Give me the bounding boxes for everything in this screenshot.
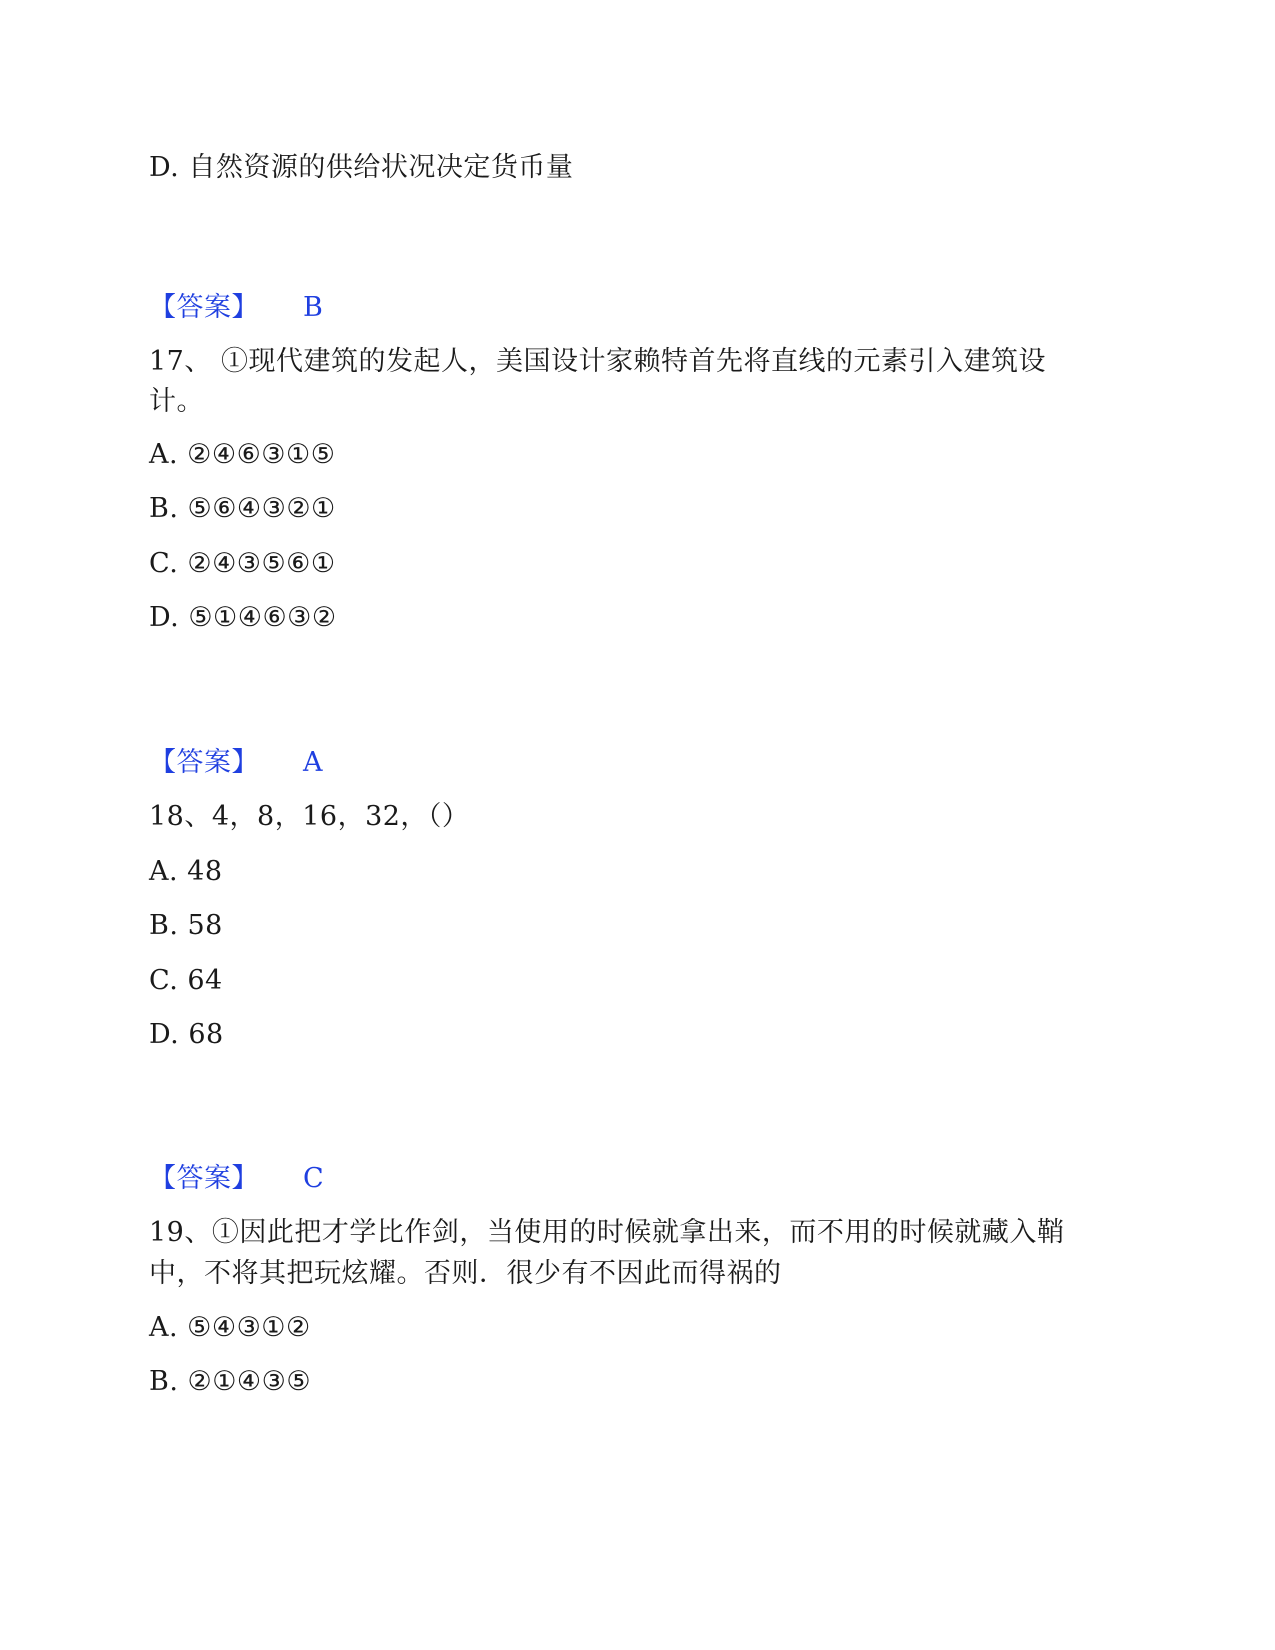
q17-question-line2: 计。	[149, 386, 204, 417]
answer-label: 【答案】	[149, 292, 259, 323]
q17-question-line1: 17、 ①现代建筑的发起人，美国设计家赖特首先将直线的元素引入建筑设	[149, 346, 1046, 377]
q17-option-b: B. ⑤⑥④③②①	[149, 493, 336, 524]
answer-value: B	[303, 292, 324, 323]
q19-option-a: A. ⑤④③①②	[149, 1312, 311, 1343]
q19-question-line1: 19、①因此把才学比作剑，当使用的时候就拿出来，而不用的时候就藏入鞘	[149, 1217, 1065, 1248]
q19-question-line2: 中，不将其把玩炫耀。否则．很少有不因此而得祸的	[149, 1258, 782, 1289]
answer-value: C	[303, 1163, 325, 1194]
q18-option-a: A. 48	[149, 856, 223, 887]
q17-option-d: D. ⑤①④⑥③②	[149, 602, 337, 633]
q18-option-c: C. 64	[149, 965, 223, 996]
answer-label: 【答案】	[149, 1163, 259, 1194]
q18-answer	[149, 1161, 324, 1197]
q17-option-c: C. ②④③⑤⑥①	[149, 548, 336, 579]
answer-label: 【答案】	[149, 747, 259, 778]
q16-option-d: D. 自然资源的供给状况决定货币量	[149, 152, 574, 183]
q18-question: 18、4，8，16，32，（）	[149, 801, 470, 832]
answer-value: A	[303, 747, 323, 778]
q18-option-b: B. 58	[149, 910, 223, 941]
q18-option-d: D. 68	[149, 1019, 224, 1050]
q17-answer	[149, 745, 323, 781]
q16-answer	[149, 290, 323, 326]
q19-option-b: B. ②①④③⑤	[149, 1366, 312, 1397]
q17-option-a: A. ②④⑥③①⑤	[149, 439, 336, 470]
